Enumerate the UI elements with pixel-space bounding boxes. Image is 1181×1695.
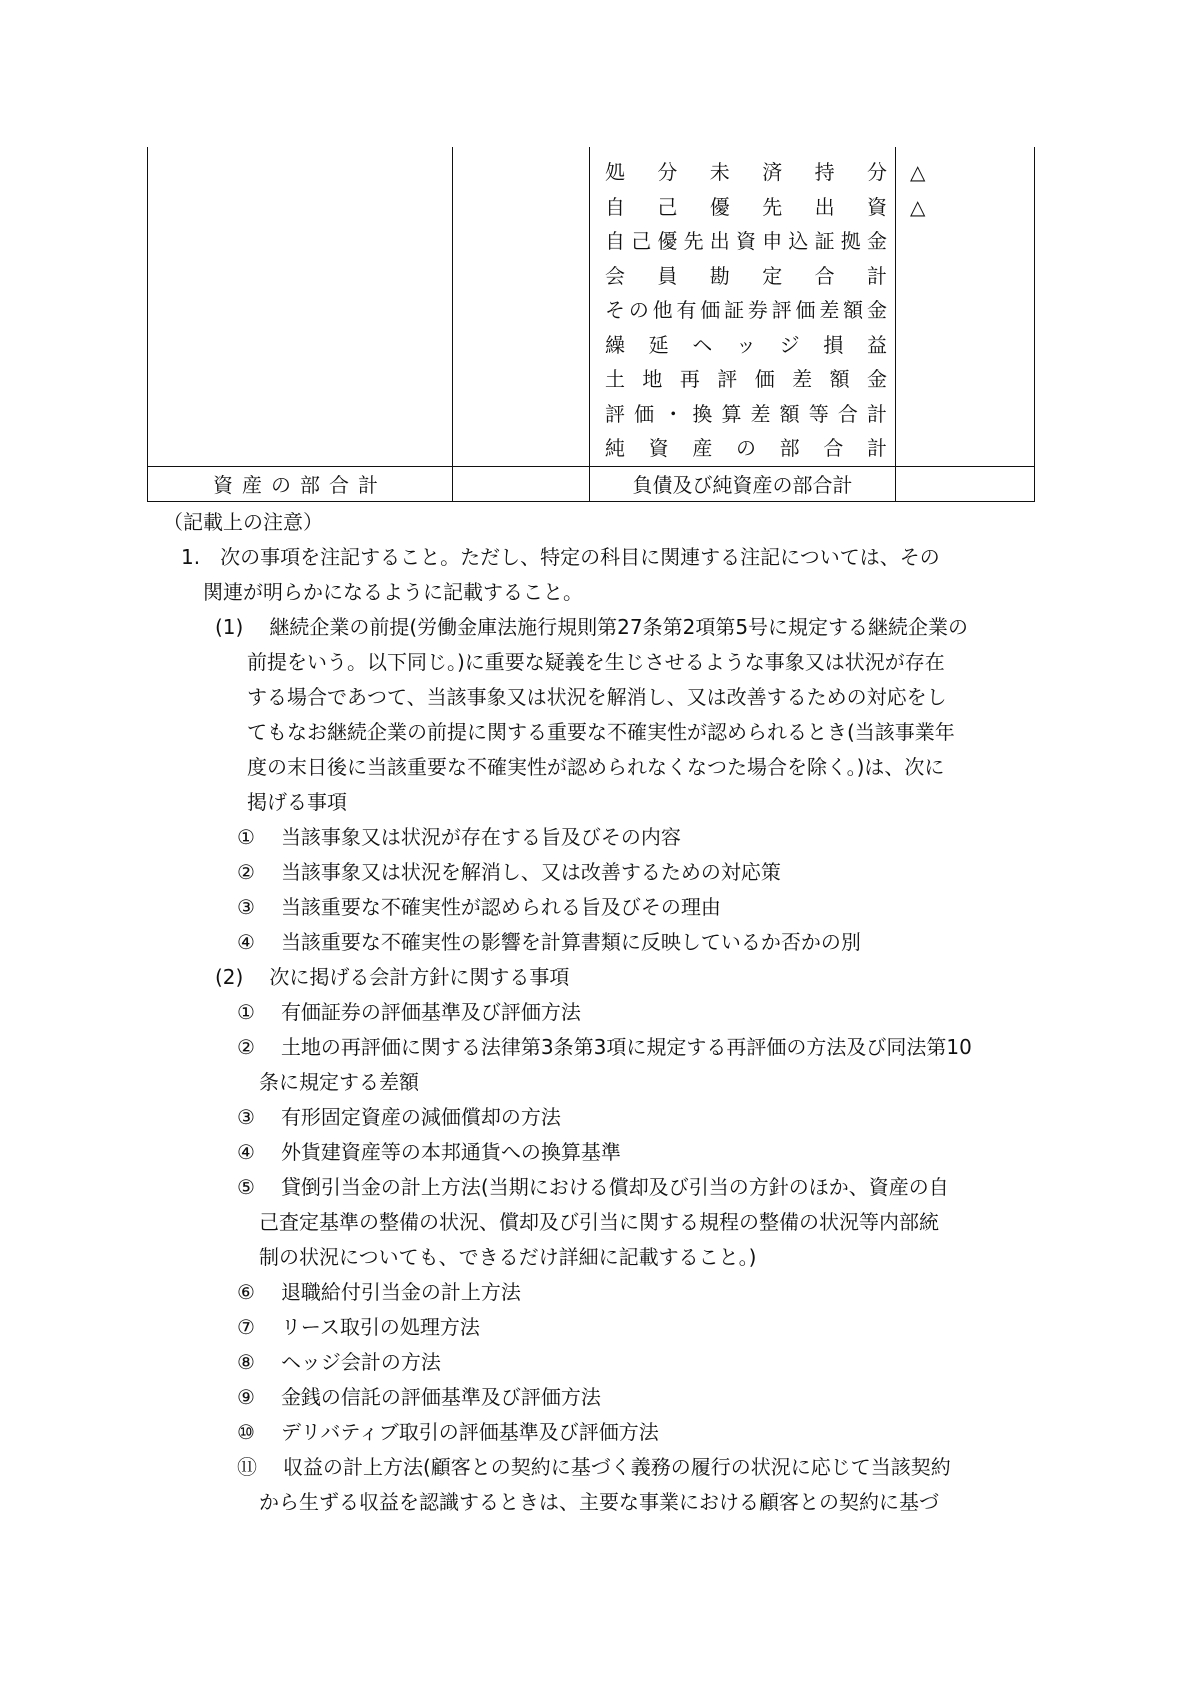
equity-item: 自己優先出資	[605, 194, 887, 219]
sub-2-item-text: 退職給付引当金の計上方法	[280, 1280, 521, 1304]
note-1-continuation: 関連が明らかになるように記載すること。	[203, 580, 583, 604]
equity-item: 評価・換算差額等合計	[605, 401, 887, 426]
sub-1-item-number: ①	[237, 825, 255, 849]
note-1-number: 1.	[181, 545, 201, 569]
asset-total-amount	[453, 466, 590, 501]
balance-sheet-table	[147, 147, 1035, 502]
sub-2-item-number: ⑤	[237, 1175, 255, 1199]
sub-2-item-number: ⑪	[237, 1455, 257, 1479]
asset-item-cell	[148, 147, 453, 466]
equity-item: 土地再評価差額金	[605, 367, 887, 391]
sub-2-item-number: ⑥	[237, 1280, 255, 1304]
sub-2-item-continuation: 条に規定する差額	[259, 1070, 419, 1094]
negative-mark: △	[910, 160, 926, 184]
sub-2-item-continuation: 己査定基準の整備の状況、償却及び引当に関する規程の整備の状況等内部統	[259, 1210, 939, 1234]
liab-total-label	[590, 466, 896, 501]
equity-item: 処分未済持分	[605, 160, 887, 184]
sub-1-continuation: 度の末日後に当該重要な不確実性が認められなくなつた場合を除く。)は、次に	[247, 755, 945, 779]
sub-2-item-text: 土地の再評価に関する法律第3条第3項に規定する再評価の方法及び同法第10	[280, 1035, 972, 1059]
table-body-row	[148, 147, 1035, 466]
equity-item: 会員勘定合計	[605, 263, 887, 288]
table-total-row	[148, 466, 1035, 501]
sub-1-item-number: ④	[237, 930, 255, 954]
sub-1-item-text: 当該事象又は状況を解消し、又は改善するための対応策	[280, 860, 781, 884]
sub-2-item-text: リース取引の処理方法	[280, 1315, 480, 1339]
sub-2-line	[215, 960, 1033, 995]
sub-1-continuation: 前提をいう。以下同じ。)に重要な疑義を生じさせるような事象又は状況が存在	[247, 650, 945, 674]
sub-1-continuation: てもなお継続企業の前提に関する重要な不確実性が認められるとき(当該事業年	[247, 720, 955, 744]
note-1-line	[181, 540, 1033, 575]
sub-2-number: (2)	[215, 965, 244, 989]
sub-2-item-number: ④	[237, 1140, 255, 1164]
sub-2-item-number: ⑩	[237, 1420, 255, 1444]
sub-2-item	[237, 1135, 1033, 1170]
sub-2-item-number: ①	[237, 1000, 255, 1024]
sub-2-item	[237, 995, 1033, 1030]
equity-item-cell	[590, 147, 896, 466]
sub-2-item	[237, 1100, 1033, 1135]
note-1-text: 次の事項を注記すること。ただし、特定の科目に関連する注記については、その	[220, 545, 940, 569]
sub-2-item-text: 収益の計上方法(顧客との契約に基づく義務の履行の状況に応じて当該契約	[283, 1455, 951, 1479]
sub-2-item-text: 貸倒引当金の計上方法(当期における償却及び引当の方針のほか、資産の自	[280, 1175, 949, 1199]
sub-2-item	[237, 1345, 1033, 1380]
sub-1-number: (1)	[215, 615, 244, 639]
sub-1-item-number: ③	[237, 895, 255, 919]
sub-2-item	[237, 1415, 1033, 1450]
sub-2-item-continuation: から生ずる収益を認識するときは、主要な事業における顧客との契約に基づ	[259, 1490, 939, 1514]
sub-1-text: 継続企業の前提(労働金庫法施行規則第27条第2項第5号に規定する継続企業の	[269, 615, 969, 639]
sub-2-text: 次に掲げる会計方針に関する事項	[269, 965, 570, 989]
sub-2-item	[237, 1275, 1033, 1310]
sub-1-item-text: 当該事象又は状況が存在する旨及びその内容	[280, 825, 681, 849]
sub-1-item-number: ②	[237, 860, 255, 884]
sub-2-item-text: 有価証券の評価基準及び評価方法	[280, 1000, 581, 1024]
asset-total-text: 資産の部合計	[213, 473, 387, 497]
sub-1-continuation: する場合であつて、当該事象又は状況を解消し、又は改善するための対応をし	[247, 685, 947, 709]
sub-2-item	[237, 1310, 1033, 1345]
sub-2-item-number: ⑨	[237, 1385, 255, 1409]
sub-1-item-text: 当該重要な不確実性の影響を計算書類に反映しているか否かの別	[280, 930, 861, 954]
sub-1-item	[237, 855, 1033, 890]
notes-heading: （記載上の注意）	[163, 510, 323, 534]
sub-1-continuation: 掲げる事項	[247, 790, 347, 814]
sub-1-item	[237, 925, 1033, 960]
sub-2-item-number: ③	[237, 1105, 255, 1129]
sub-1-item-text: 当該重要な不確実性が認められる旨及びその理由	[280, 895, 721, 919]
sub-2-item-continuation: 制の状況についても、できるだけ詳細に記載すること。)	[259, 1245, 757, 1269]
equity-item-list	[590, 147, 895, 466]
sub-1-item	[237, 890, 1033, 925]
sub-2-item	[237, 1450, 1033, 1485]
sub-1-item	[237, 820, 1033, 855]
sub-2-item	[237, 1380, 1033, 1415]
sub-2-item-text: 金銭の信託の評価基準及び評価方法	[280, 1385, 601, 1409]
sub-2-item-number: ②	[237, 1035, 255, 1059]
notes-section	[163, 505, 1033, 1520]
liab-total-amount	[896, 466, 1035, 501]
equity-item: 純資産の部合計	[605, 436, 887, 460]
equity-item: その他有価証券評価差額金	[605, 298, 887, 322]
liab-total-text: 負債及び純資産の部合計	[632, 473, 853, 497]
sub-1-line	[215, 610, 1033, 645]
sub-2-item-number: ⑧	[237, 1350, 255, 1374]
sub-2-item	[237, 1170, 1033, 1205]
sub-2-item-text: デリバティブ取引の評価基準及び評価方法	[280, 1420, 659, 1444]
negative-mark-list	[896, 147, 1034, 224]
sub-2-item-text: ヘッジ会計の方法	[280, 1350, 441, 1374]
asset-amount-cell	[453, 147, 590, 466]
equity-item: 自己優先出資申込証拠金	[605, 229, 887, 253]
negative-mark: △	[910, 194, 926, 219]
sub-2-item-text: 外貨建資産等の本邦通貨への換算基準	[280, 1140, 621, 1164]
sub-2-item	[237, 1030, 1033, 1065]
sub-2-item-number: ⑦	[237, 1315, 255, 1339]
asset-total-label	[148, 466, 453, 501]
equity-amount-cell	[896, 147, 1035, 466]
equity-item: 繰延ヘッジ損益	[605, 332, 887, 357]
sub-2-item-text: 有形固定資産の減価償却の方法	[280, 1105, 561, 1129]
